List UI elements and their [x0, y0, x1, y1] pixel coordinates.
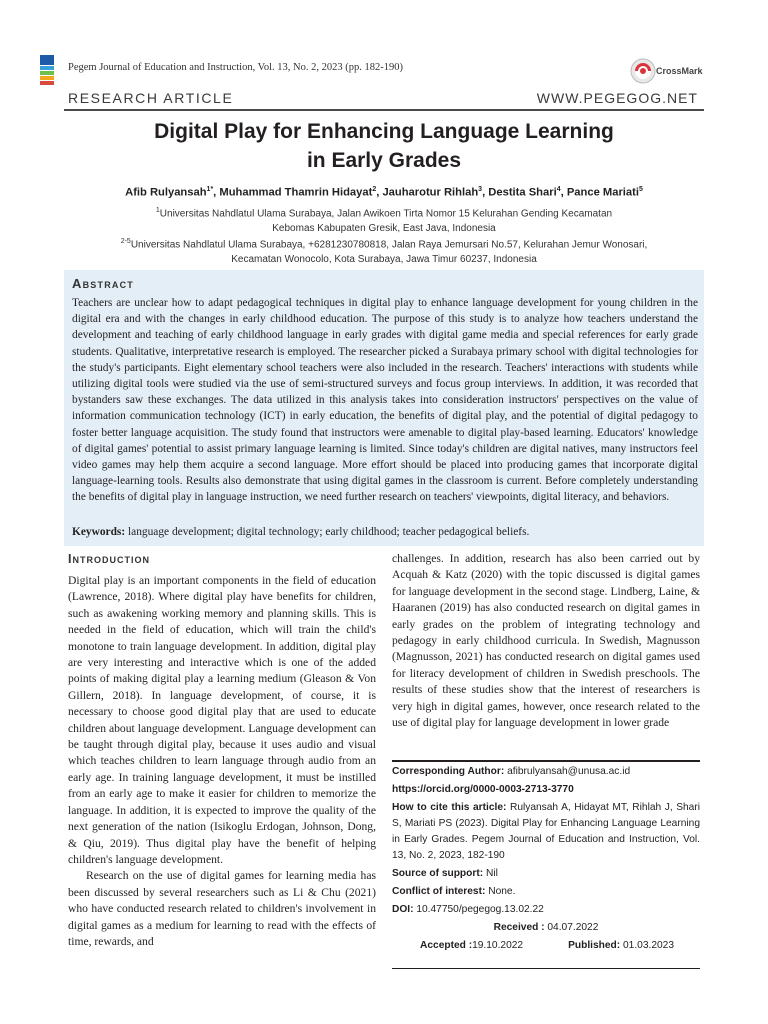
crossmark-icon	[630, 58, 656, 84]
cite-label: How to cite this article:	[392, 802, 507, 813]
received-label: Received :	[493, 922, 545, 933]
accepted-label: Accepted :	[420, 940, 473, 951]
author-sup: 3	[478, 186, 483, 193]
doi-label: DOI:	[392, 904, 414, 915]
keywords	[72, 526, 698, 538]
keywords-label: Keywords:	[72, 526, 126, 538]
doi-link[interactable]: 10.47750/pegegog.13.02.22	[413, 904, 544, 915]
info-box-divider-top	[392, 760, 700, 762]
support-row	[392, 866, 700, 882]
dates-row	[392, 938, 700, 954]
published-group	[568, 938, 674, 954]
abstract-heading: Abstract	[72, 276, 134, 291]
left-column	[68, 573, 376, 950]
crossmark-label: CrossMark	[656, 66, 703, 76]
introduction-heading: Introduction	[68, 552, 150, 566]
conflict-label: Conflict of interest:	[392, 886, 486, 897]
paragraph: challenges. In addition, research has also been carried out by Acquah & Katz (2020) with the topic discussed is digital games for language development in the second stage. Lindberg, Laine, & Haaranen (2019) has also conducted research on digital games in early grades on the problem of integrating technology and pedagogy in early childhood curricula. In Swedish, Magnusson (Magnusson, 2021) has conducted research on digital games used for literacy development of children in Swedish preschools. The results of these studies show that the interest of researchers is very high in digital games, however, once research related to the use of digital play for language development in lower grade	[392, 552, 700, 730]
affiliation-2	[64, 234, 704, 267]
journal-logo	[38, 53, 56, 89]
keywords-value: language development; digital technology; early childhood; teacher pedagogical beliefs.	[125, 526, 530, 538]
article-title	[64, 117, 704, 175]
journal-url-link[interactable]: WWW.PEGEGOG.NET	[536, 90, 698, 106]
article-type-label: RESEARCH ARTICLE	[68, 90, 234, 106]
right-column	[392, 551, 700, 731]
affiliation-line: Kebomas Kabupaten Gresik, East Java, Indonesia	[272, 223, 496, 235]
journal-citation-line: Pegem Journal of Education and Instruction, Vol. 13, No. 2, 2023 (pp. 182-190)	[68, 62, 403, 73]
published-label: Published:	[568, 940, 621, 951]
corresponding-author-row	[392, 764, 700, 780]
paragraph: Research on the use of digital games for learning media has been discussed by several researchers such as Li & Chu (2021) who have conducted research related to children's involvement in digital games as a medium for learning to read with the effects of time, rewards, and	[68, 869, 376, 948]
abstract-text: Teachers are unclear how to adapt pedagogical techniques in digital play to enhance language development for young children in the digital era and with the changes in early childhood education. The purpose of this study is to analyze how teachers understand the development and teaching of early childhood language in early grades with digital game media and special references for early grade students. Qualitative, interpretative research is employed. The researcher picked a Surabaya primary school with digital technologies for the study's participants. Eight elementary school teachers were also included in the research. Teachers' interactions with students while utilizing digital tools were studied via the use of semi-structured surveys and focus group interviews. In addition, it was recorded that bystanders saw these exchanges. The data utilized in this analysis takes into consideration instructors' perspectives on the value of information communication technology (ICT) in early education, the benefits of digital play, and the potential of digital pedagogy to foster better language acquisition. The study found that instructors were amenable to digital play-based learning. Educators' knowledge of digital games' potential to assist primary language learning is limited. Since today's children are digital natives, many instructors feel video games may help them acquire a second language. More effort should be placed into producing games that incorporate digital language-learning tools. Results also demonstrate that using digital games in the classroom is current. Before completely understanding the benefits of digital play in language instruction, we need further research on teachers' viewpoints, digital literacy, and behaviors.	[72, 297, 698, 504]
title-line-1: Digital Play for Enhancing Language Learning	[154, 120, 614, 143]
author-sup: 2	[372, 186, 377, 193]
orcid-link[interactable]: https://orcid.org/0000-0003-2713-3770	[392, 784, 574, 795]
author-list: Afib Rulyansah$^{1*}$, Muhammad Thamrin Hidayat$^2$, Jauharotur Rihlah$^3$, Destita Shari$^4$, Pance Mariati$^5$	[125, 186, 643, 199]
author-name: Destita Shari	[488, 186, 557, 199]
affiliation-1	[64, 203, 704, 236]
orcid-row	[392, 782, 700, 798]
cite-value: Rulyansah A, Hidayat MT, Rihlah J, Shari S, Mariati PS (2023). Digital Play for Enhancing Language Learning in Early Grades. Pegem Journal of Education and Instruction, Vol. 13, No. 2, 2023, 182-190	[392, 802, 700, 861]
corresponding-author-label: Corresponding Author:	[392, 766, 505, 777]
received-row	[392, 920, 700, 936]
published-value: 01.03.2023	[620, 940, 674, 951]
support-value: Nil	[483, 868, 498, 879]
author-name: Afib Rulyansah	[125, 186, 207, 199]
accepted-group	[420, 938, 523, 954]
author-sup: 5	[638, 186, 643, 193]
info-box-divider-bottom	[392, 968, 700, 969]
author-sup: 1*	[206, 186, 214, 193]
received-value: 04.07.2022	[544, 922, 599, 933]
paragraph: Digital play is an important components in the field of education (Lawrence, 2018). Where digital play have benefits for children, such as awakening working memory and planning skills. This is needed in the field of education, which will train the child's monotone to train language development. In addition, digital play are very interesting and interactive which is one of the added points of making digital play a learning medium (Gleason & Von Gillern, 2018). In language development, of course, it is necessary to choose good digital play that are used to educate children about language development. Language development can be taught through digital play, because it uses audio and visual which teaches children to learn language through audio from an early age. In training language development, it must be instilled from an early age to make it easier for children to memorize the language. In addition, it is expected to improve the quality of the next generation of the nation (Isikoglu Erdogan, Johnson, Dong, & Qiu, 2019). Thus digital play have the benefit of helping children's language development.	[68, 574, 376, 866]
conflict-row	[392, 884, 700, 900]
author-name: Jauharotur Rihlah	[382, 186, 479, 199]
corresponding-author-email[interactable]: afibrulyansah@unusa.ac.id	[504, 766, 631, 777]
author-name: Pance Mariati	[566, 186, 639, 199]
doi-row	[392, 902, 700, 918]
article-info-box	[392, 764, 700, 956]
author-sup: 4	[556, 186, 561, 193]
header-divider	[64, 109, 704, 111]
accepted-value: 19.10.2022	[472, 940, 524, 951]
title-line-2: in Early Grades	[306, 149, 462, 172]
support-label: Source of support:	[392, 868, 484, 879]
affiliation-line: Universitas Nahdlatul Ulama Surabaya, +6281230780818, Jalan Raya Jemursari No.57, Kelurahan Jemur Wonosari,	[130, 239, 648, 251]
affiliation-sup: 2-5	[120, 238, 131, 245]
conflict-value: None.	[485, 886, 516, 897]
affiliation-line: Kecamatan Wonocolo, Kota Surabaya, Jawa Timur 60237, Indonesia	[231, 254, 537, 266]
affiliation-sup: 1	[155, 207, 160, 214]
cite-row	[392, 800, 700, 864]
author-name: Muhammad Thamrin Hidayat	[219, 186, 373, 199]
affiliation-line: Universitas Nahdlatul Ulama Surabaya, Jalan Awikoen Tirta Nomor 15 Kelurahan Gending Kecamatan	[159, 208, 613, 220]
